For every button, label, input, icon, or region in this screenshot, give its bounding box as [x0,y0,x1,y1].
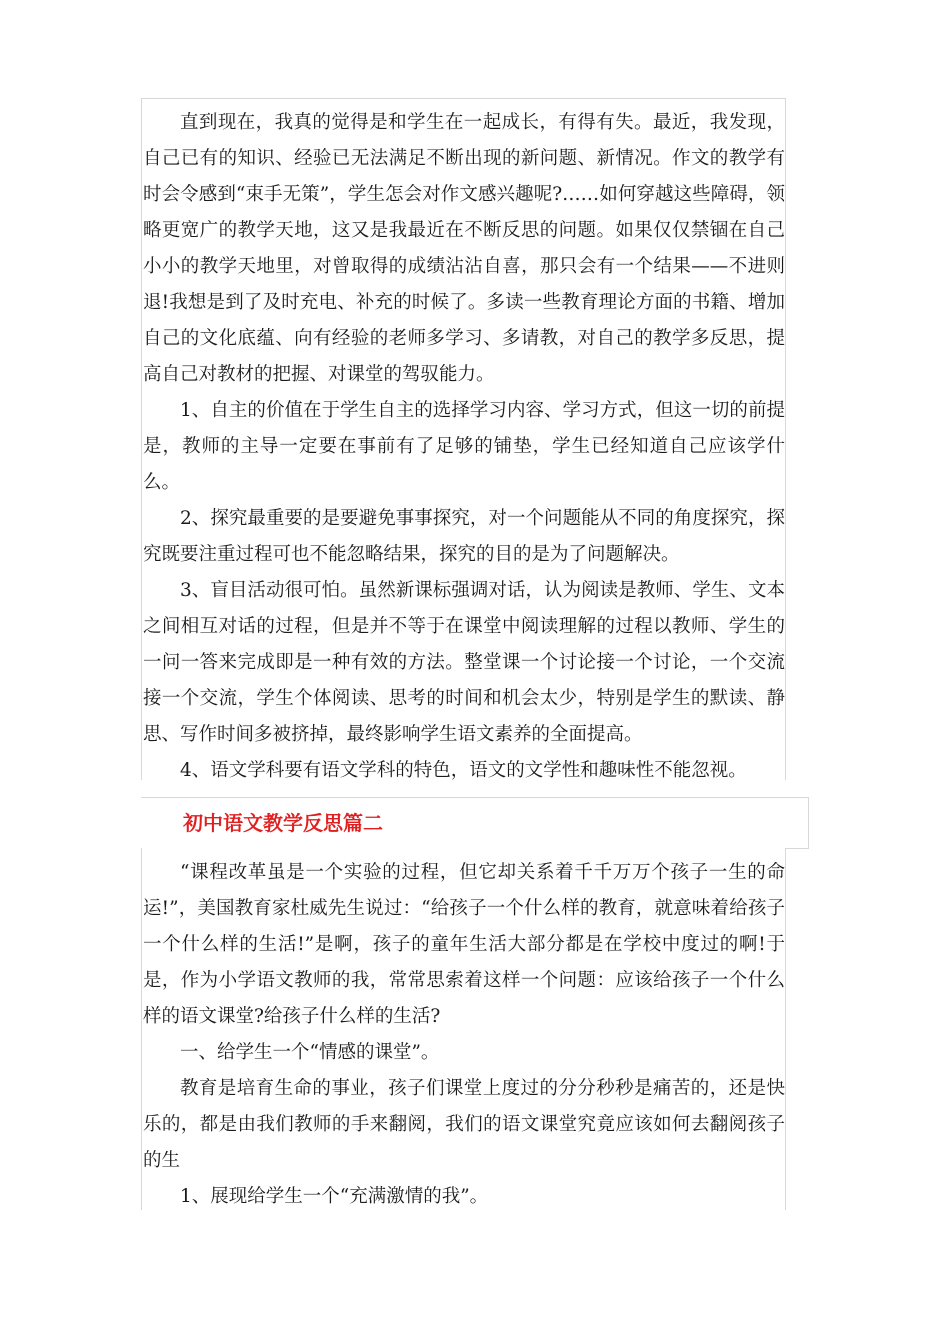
paragraph-quote: “课程改革虽是一个实验的过程，但它却关系着千千万万个孩子一生的命运!”，美国教育家杜威先生说过：“给孩子一个什么样的教育，就意味着给孩子一个什么样的生活!”是啊，孩子的童年生活大部分都是在学校中度过的啊!于是，作为小学语文教师的我，常常思索着这样一个问题：应该给孩子一个什么样的语文课堂?给孩子什么样的生活? [143,862,785,1027]
frame-line-left-top [141,98,142,780]
paragraph-subheading-1: 一、给学生一个“情感的课堂”。 [180,1042,440,1063]
paragraph-education-life: 教育是培育生命的事业，孩子们课堂上度过的分分秒秒是痛苦的，还是快乐的，都是由我们教师的手来翻阅，我们的语文课堂究竟应该如何去翻阅孩子的生 [143,1078,785,1171]
frame-line-left-bottom [141,848,142,1210]
frame-line-heading-top [141,797,809,798]
section-heading: 初中语文教学反思篇二 [183,811,383,835]
frame-line-heading-right [808,797,809,849]
paragraph-point-4: 4、语文学科要有语文学科的特色，语文的文学性和趣味性不能忽视。 [180,760,747,781]
paragraph-point-1: 1、自主的价值在于学生自主的选择学习内容、学习方式，但这一切的前提是，教师的主导一定要在事前有了足够的铺垫，学生已经知道自己应该学什么。 [143,400,785,493]
section-1 [143,105,785,789]
frame-line-right-bottom [785,848,786,1210]
frame-line-top [141,98,786,99]
paragraph-sub-point-1: 1、展现给学生一个“充满激情的我”。 [180,1186,489,1207]
paragraph-point-3: 3、盲目活动很可怕。虽然新课标强调对话，认为阅读是教师、学生、文本之间相互对话的过程，但是并不等于在课堂中阅读理解的过程以教师、学生的一问一答来完成即是一种有效的方法。整堂课一个讨论接一个讨论，一个交流接一个交流，学生个体阅读、思考的时间和机会太少，特别是学生的默读、静思、写作时间多被挤掉，最终影响学生语文素养的全面提高。 [143,580,785,745]
frame-line-right-top [785,98,786,780]
section-2 [143,855,785,1215]
frame-line-heading-bottom [785,848,809,849]
paragraph-reflection-intro: 直到现在，我真的觉得是和学生在一起成长，有得有失。最近，我发现，自己已有的知识、经验已无法满足不断出现的新问题、新情况。作文的教学有时会令感到“束手无策”，学生怎会对作文感兴趣呢?……如何穿越这些障碍，领略更宽广的教学天地，这又是我最近在不断反思的问题。如果仅仅禁锢在自己小小的教学天地里，对曾取得的成绩沾沾自喜，那只会有一个结果——不进则退!我想是到了及时充电、补充的时候了。多读一些教育理论方面的书籍、增加自己的文化底蕴、向有经验的老师多学习、多请教，对自己的教学多反思，提高自己对教材的把握、对课堂的驾驭能力。 [143,112,785,385]
paragraph-point-2: 2、探究最重要的是要避免事事探究，对一个问题能从不同的角度探究，探究既要注重过程可也不能忽略结果，探究的目的是为了问题解决。 [143,508,785,565]
